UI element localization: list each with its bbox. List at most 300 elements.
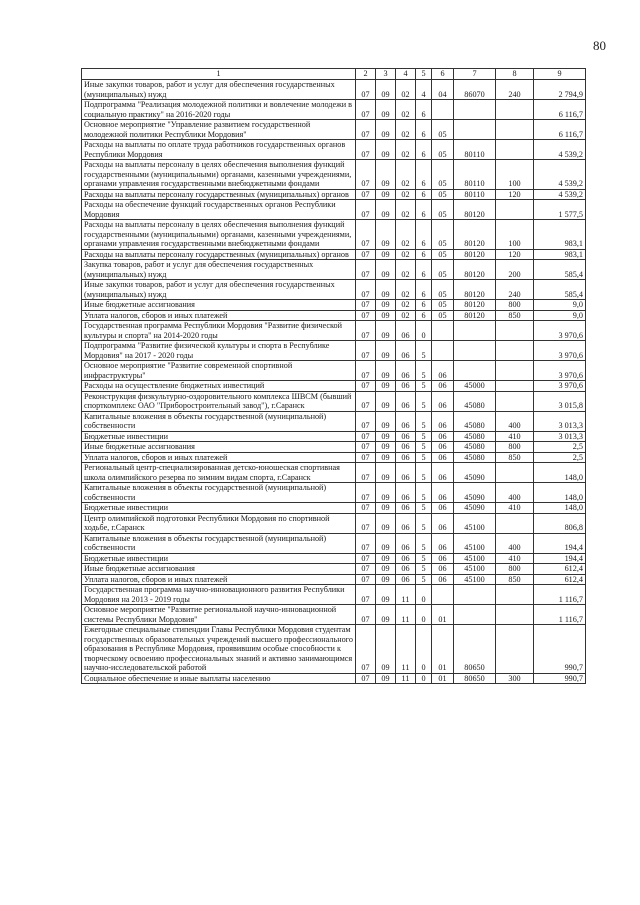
row-code-cell: 07	[356, 160, 376, 190]
row-code-cell: 06	[396, 553, 416, 564]
row-code-cell: 07	[356, 341, 376, 361]
row-code-cell: 5	[416, 361, 432, 381]
row-code-cell: 06	[396, 574, 416, 585]
table-row	[82, 452, 586, 463]
row-code-cell: 5	[416, 411, 432, 431]
row-code-cell	[496, 200, 534, 220]
row-amount-cell: 3 013,3	[534, 431, 586, 442]
row-name-cell: Бюджетные инвестиции	[82, 431, 356, 442]
row-code-cell: 09	[376, 300, 396, 311]
row-code-cell: 09	[376, 673, 396, 684]
row-code-cell: 80120	[454, 280, 496, 300]
row-code-cell: 07	[356, 361, 376, 381]
row-code-cell: 05	[432, 200, 454, 220]
row-code-cell: 80650	[454, 673, 496, 684]
row-code-cell: 0	[416, 585, 432, 605]
table-row	[82, 574, 586, 585]
row-code-cell: 11	[396, 585, 416, 605]
row-code-cell: 5	[416, 431, 432, 442]
row-code-cell	[496, 381, 534, 392]
table-row	[82, 200, 586, 220]
row-amount-cell: 1 116,7	[534, 585, 586, 605]
row-amount-cell: 2,5	[534, 452, 586, 463]
row-amount-cell: 585,4	[534, 280, 586, 300]
row-amount-cell: 612,4	[534, 564, 586, 575]
row-name-cell: Уплата налогов, сборов и иных платежей	[82, 310, 356, 321]
row-code-cell: 06	[432, 463, 454, 483]
row-name-cell: Закупка товаров, работ и услуг для обеспечения государственных (муниципальных) нужд	[82, 260, 356, 280]
row-code-cell: 800	[496, 564, 534, 575]
row-code-cell: 400	[496, 533, 534, 553]
row-code-cell: 45100	[454, 513, 496, 533]
row-code-cell	[496, 463, 534, 483]
table-header-row	[82, 69, 586, 80]
row-code-cell: 09	[376, 160, 396, 190]
row-code-cell: 09	[376, 361, 396, 381]
row-code-cell: 06	[396, 341, 416, 361]
row-code-cell: 06	[396, 442, 416, 453]
row-code-cell: 02	[396, 280, 416, 300]
row-name-cell: Государственная программа Республики Мордовия "Развитие физической культуры и спорта" на 2014-2020 годы	[82, 321, 356, 341]
row-name-cell: Иные закупки товаров, работ и услуг для обеспечения государственных (муниципальных) нужд	[82, 280, 356, 300]
row-code-cell: 07	[356, 220, 376, 250]
row-code-cell: 02	[396, 260, 416, 280]
row-amount-cell: 6 116,7	[534, 120, 586, 140]
row-code-cell	[454, 120, 496, 140]
row-amount-cell: 3 970,6	[534, 341, 586, 361]
row-code-cell: 05	[432, 220, 454, 250]
row-amount-cell: 148,0	[534, 483, 586, 503]
row-code-cell: 5	[416, 513, 432, 533]
row-code-cell: 06	[396, 564, 416, 575]
row-code-cell	[432, 100, 454, 120]
row-amount-cell: 983,1	[534, 220, 586, 250]
row-code-cell: 07	[356, 673, 376, 684]
row-code-cell: 45100	[454, 553, 496, 564]
row-code-cell: 07	[356, 280, 376, 300]
row-code-cell: 45080	[454, 391, 496, 411]
table-row	[82, 189, 586, 200]
table-row	[82, 483, 586, 503]
row-code-cell: 86070	[454, 80, 496, 100]
table-row	[82, 341, 586, 361]
row-code-cell: 80110	[454, 140, 496, 160]
row-code-cell: 09	[376, 310, 396, 321]
row-name-cell: Бюджетные инвестиции	[82, 553, 356, 564]
row-code-cell: 06	[396, 503, 416, 514]
row-code-cell: 09	[376, 321, 396, 341]
row-code-cell: 5	[416, 564, 432, 575]
row-code-cell	[454, 100, 496, 120]
row-code-cell: 6	[416, 140, 432, 160]
table-row	[82, 361, 586, 381]
table-row	[82, 625, 586, 674]
row-code-cell: 09	[376, 80, 396, 100]
row-code-cell: 09	[376, 260, 396, 280]
row-amount-cell: 6 116,7	[534, 100, 586, 120]
row-code-cell: 06	[432, 452, 454, 463]
row-name-cell: Уплата налогов, сборов и иных платежей	[82, 574, 356, 585]
row-amount-cell: 1 577,5	[534, 200, 586, 220]
row-code-cell: 11	[396, 605, 416, 625]
row-code-cell: 02	[396, 140, 416, 160]
row-code-cell: 07	[356, 564, 376, 575]
row-name-cell: Расходы на выплаты персоналу в целях обеспечения выполнения функций государственными (муниципальными) органами, казенными учреждениями, органами управления государственными внебюджетными фондами	[82, 160, 356, 190]
row-name-cell: Подпрограмма "Развитие физической культуры и спорта в Республике Мордовия" на 2017 - 2020 годы	[82, 341, 356, 361]
row-code-cell: 6	[416, 189, 432, 200]
row-code-cell: 6	[416, 100, 432, 120]
row-name-cell: Основное мероприятие "Управление развитием государственной молодежной политики Республики Мордовия"	[82, 120, 356, 140]
row-code-cell: 45100	[454, 564, 496, 575]
row-code-cell: 11	[396, 625, 416, 674]
row-code-cell: 06	[432, 513, 454, 533]
row-name-cell: Капитальные вложения в объекты государственной (муниципальной) собственности	[82, 533, 356, 553]
table-row	[82, 564, 586, 575]
row-code-cell: 06	[396, 463, 416, 483]
row-code-cell: 45090	[454, 483, 496, 503]
row-code-cell: 6	[416, 249, 432, 260]
row-code-cell: 09	[376, 564, 396, 575]
row-code-cell: 06	[396, 533, 416, 553]
table-row	[82, 120, 586, 140]
row-code-cell: 07	[356, 513, 376, 533]
row-code-cell: 07	[356, 310, 376, 321]
row-code-cell: 45080	[454, 442, 496, 453]
row-code-cell: 6	[416, 160, 432, 190]
row-code-cell: 0	[416, 673, 432, 684]
table-row	[82, 140, 586, 160]
table-row	[82, 249, 586, 260]
header-cell: 7	[454, 69, 496, 80]
row-amount-cell: 9,0	[534, 310, 586, 321]
row-code-cell: 09	[376, 140, 396, 160]
row-code-cell: 06	[432, 411, 454, 431]
row-code-cell: 07	[356, 625, 376, 674]
row-code-cell: 06	[432, 381, 454, 392]
row-code-cell: 06	[432, 503, 454, 514]
row-code-cell: 06	[396, 513, 416, 533]
row-amount-cell: 3 970,6	[534, 381, 586, 392]
row-code-cell: 07	[356, 533, 376, 553]
header-cell: 1	[82, 69, 356, 80]
row-amount-cell: 3 970,6	[534, 361, 586, 381]
row-code-cell	[496, 100, 534, 120]
row-code-cell: 07	[356, 574, 376, 585]
row-code-cell: 300	[496, 673, 534, 684]
table-row	[82, 220, 586, 250]
row-code-cell: 07	[356, 100, 376, 120]
row-name-cell: Социальное обеспечение и иные выплаты населению	[82, 673, 356, 684]
table-row	[82, 605, 586, 625]
row-name-cell: Расходы на обеспечение функций государственных органов Республики Мордовия	[82, 200, 356, 220]
row-code-cell: 410	[496, 503, 534, 514]
row-name-cell: Расходы на выплаты персоналу в целях обеспечения выполнения функций государственными (муниципальными) органами, казенными учреждениями, органами управления государственными внебюджетными фондами	[82, 220, 356, 250]
row-code-cell: 06	[396, 411, 416, 431]
row-code-cell: 02	[396, 300, 416, 311]
row-code-cell: 07	[356, 200, 376, 220]
row-code-cell: 06	[396, 431, 416, 442]
table-body	[82, 80, 586, 684]
table-row	[82, 503, 586, 514]
row-code-cell: 5	[416, 391, 432, 411]
row-name-cell: Капитальные вложения в объекты государственной (муниципальной) собственности	[82, 483, 356, 503]
row-code-cell: 5	[416, 483, 432, 503]
row-code-cell: 80120	[454, 249, 496, 260]
row-code-cell	[496, 361, 534, 381]
row-code-cell: 45100	[454, 574, 496, 585]
row-code-cell: 06	[432, 431, 454, 442]
row-code-cell: 6	[416, 310, 432, 321]
row-code-cell: 800	[496, 442, 534, 453]
row-code-cell: 410	[496, 553, 534, 564]
row-code-cell	[454, 585, 496, 605]
row-code-cell: 07	[356, 452, 376, 463]
row-code-cell: 400	[496, 411, 534, 431]
table-row	[82, 310, 586, 321]
row-code-cell: 09	[376, 100, 396, 120]
row-code-cell: 07	[356, 120, 376, 140]
row-code-cell: 0	[416, 605, 432, 625]
row-code-cell: 01	[432, 605, 454, 625]
row-name-cell: Региональный центр-специализированная детско-юношеская спортивная школа олимпийского резерва по зимним видам спорта, г.Саранск	[82, 463, 356, 483]
row-code-cell: 09	[376, 391, 396, 411]
row-code-cell: 02	[396, 100, 416, 120]
row-code-cell: 02	[396, 120, 416, 140]
table-row	[82, 673, 586, 684]
row-code-cell: 80120	[454, 200, 496, 220]
row-code-cell: 200	[496, 260, 534, 280]
row-code-cell: 07	[356, 605, 376, 625]
row-amount-cell: 2 794,9	[534, 80, 586, 100]
row-code-cell: 850	[496, 574, 534, 585]
row-code-cell: 80110	[454, 160, 496, 190]
row-code-cell: 07	[356, 411, 376, 431]
row-code-cell	[432, 341, 454, 361]
row-code-cell: 240	[496, 80, 534, 100]
row-code-cell: 01	[432, 673, 454, 684]
row-code-cell: 5	[416, 553, 432, 564]
row-code-cell: 410	[496, 431, 534, 442]
row-code-cell: 120	[496, 189, 534, 200]
row-code-cell: 6	[416, 200, 432, 220]
row-code-cell: 5	[416, 442, 432, 453]
row-code-cell: 6	[416, 260, 432, 280]
row-amount-cell: 3 970,6	[534, 321, 586, 341]
row-code-cell: 100	[496, 160, 534, 190]
header-cell: 4	[396, 69, 416, 80]
row-code-cell: 5	[416, 463, 432, 483]
row-code-cell: 07	[356, 80, 376, 100]
header-cell: 2	[356, 69, 376, 80]
row-code-cell: 45100	[454, 533, 496, 553]
row-name-cell: Основное мероприятие "Развитие региональной научно-инновационной системы Республики Мордовия"	[82, 605, 356, 625]
row-code-cell: 07	[356, 140, 376, 160]
row-code-cell: 80120	[454, 220, 496, 250]
row-code-cell: 09	[376, 411, 396, 431]
row-name-cell: Иные бюджетные ассигнования	[82, 564, 356, 575]
row-code-cell: 400	[496, 483, 534, 503]
row-code-cell: 6	[416, 300, 432, 311]
table-row	[82, 80, 586, 100]
row-code-cell: 07	[356, 249, 376, 260]
row-code-cell: 02	[396, 189, 416, 200]
row-code-cell: 04	[432, 80, 454, 100]
row-code-cell: 06	[432, 564, 454, 575]
row-code-cell	[496, 140, 534, 160]
row-code-cell: 09	[376, 553, 396, 564]
row-code-cell: 06	[432, 553, 454, 564]
row-name-cell: Иные бюджетные ассигнования	[82, 300, 356, 311]
table-row	[82, 280, 586, 300]
row-code-cell: 09	[376, 533, 396, 553]
row-code-cell: 07	[356, 483, 376, 503]
row-code-cell: 6	[416, 220, 432, 250]
row-code-cell	[454, 321, 496, 341]
table-row	[82, 431, 586, 442]
row-code-cell: 5	[416, 381, 432, 392]
row-code-cell: 09	[376, 220, 396, 250]
row-code-cell: 07	[356, 442, 376, 453]
row-amount-cell: 585,4	[534, 260, 586, 280]
row-amount-cell: 148,0	[534, 503, 586, 514]
row-code-cell: 02	[396, 249, 416, 260]
page-number: 80	[593, 38, 606, 53]
row-code-cell: 45080	[454, 431, 496, 442]
row-code-cell	[496, 605, 534, 625]
row-code-cell: 09	[376, 442, 396, 453]
row-code-cell: 02	[396, 220, 416, 250]
row-code-cell: 06	[432, 533, 454, 553]
table-row	[82, 300, 586, 311]
row-code-cell: 80120	[454, 310, 496, 321]
table-row	[82, 100, 586, 120]
row-code-cell	[496, 513, 534, 533]
row-name-cell: Расходы на выплаты по оплате труда работников государственных органов Республики Мордовия	[82, 140, 356, 160]
row-code-cell: 6	[416, 120, 432, 140]
table-row	[82, 411, 586, 431]
table-row	[82, 160, 586, 190]
row-code-cell: 09	[376, 200, 396, 220]
row-code-cell: 05	[432, 280, 454, 300]
row-code-cell: 09	[376, 280, 396, 300]
row-name-cell: Бюджетные инвестиции	[82, 503, 356, 514]
header-cell: 3	[376, 69, 396, 80]
row-code-cell: 80110	[454, 189, 496, 200]
row-code-cell	[496, 341, 534, 361]
row-code-cell: 240	[496, 280, 534, 300]
row-code-cell: 05	[432, 260, 454, 280]
row-code-cell: 09	[376, 503, 396, 514]
row-code-cell: 45090	[454, 463, 496, 483]
row-code-cell: 05	[432, 140, 454, 160]
row-code-cell: 07	[356, 503, 376, 514]
row-code-cell: 09	[376, 341, 396, 361]
row-amount-cell: 2,5	[534, 442, 586, 453]
row-code-cell: 06	[432, 361, 454, 381]
row-amount-cell: 4 539,2	[534, 189, 586, 200]
row-code-cell: 4	[416, 80, 432, 100]
row-code-cell: 100	[496, 220, 534, 250]
row-code-cell: 06	[432, 442, 454, 453]
row-code-cell: 80120	[454, 260, 496, 280]
header-cell: 5	[416, 69, 432, 80]
row-code-cell	[496, 585, 534, 605]
row-code-cell: 09	[376, 431, 396, 442]
row-code-cell: 06	[432, 574, 454, 585]
row-name-cell: Уплата налогов, сборов и иных платежей	[82, 452, 356, 463]
row-code-cell	[496, 321, 534, 341]
row-code-cell	[454, 341, 496, 361]
row-code-cell: 07	[356, 189, 376, 200]
row-code-cell: 05	[432, 160, 454, 190]
row-code-cell: 07	[356, 391, 376, 411]
budget-table	[81, 68, 586, 684]
row-code-cell: 80650	[454, 625, 496, 674]
row-name-cell: Государственная программа научно-инновационного развития Республики Мордовия на 2013 - 2019 годы	[82, 585, 356, 605]
row-name-cell: Расходы на осуществление бюджетных инвестиций	[82, 381, 356, 392]
table-row	[82, 533, 586, 553]
row-code-cell: 05	[432, 249, 454, 260]
row-code-cell: 06	[432, 391, 454, 411]
table-row	[82, 463, 586, 483]
row-code-cell: 07	[356, 321, 376, 341]
row-code-cell: 09	[376, 483, 396, 503]
row-code-cell: 45000	[454, 381, 496, 392]
row-code-cell: 09	[376, 249, 396, 260]
row-code-cell: 02	[396, 160, 416, 190]
row-code-cell: 11	[396, 673, 416, 684]
row-code-cell: 07	[356, 300, 376, 311]
row-code-cell	[454, 605, 496, 625]
row-code-cell: 09	[376, 625, 396, 674]
row-code-cell: 09	[376, 585, 396, 605]
row-name-cell: Реконструкция физкультурно-оздоровительного комплекса ШВСМ (бывший спорткомплекс ОАО "Приборостроительный завод"), г.Саранск	[82, 391, 356, 411]
table-row	[82, 321, 586, 341]
row-code-cell: 850	[496, 452, 534, 463]
row-code-cell: 06	[396, 321, 416, 341]
row-name-cell: Ежегодные специальные стипендии Главы Республики Мордовия студентам государственных образовательных учреждений высшего профессионального образования в Республике Мордовия, проявившим особые способности к творческому освоению профессиональных знаний и активно занимающимся научно-исследовательской работой	[82, 625, 356, 674]
row-amount-cell: 806,8	[534, 513, 586, 533]
row-code-cell: 06	[432, 483, 454, 503]
row-code-cell: 5	[416, 452, 432, 463]
row-amount-cell: 612,4	[534, 574, 586, 585]
row-name-cell: Расходы на выплаты персоналу государственных (муниципальных) органов	[82, 189, 356, 200]
table-row	[82, 391, 586, 411]
row-code-cell: 02	[396, 200, 416, 220]
header-cell: 9	[534, 69, 586, 80]
row-code-cell: 07	[356, 260, 376, 280]
table-row	[82, 381, 586, 392]
row-code-cell: 09	[376, 381, 396, 392]
row-code-cell: 06	[396, 483, 416, 503]
row-amount-cell: 990,7	[534, 673, 586, 684]
row-code-cell: 07	[356, 431, 376, 442]
table-row	[82, 585, 586, 605]
row-amount-cell: 4 539,2	[534, 160, 586, 190]
row-code-cell: 09	[376, 452, 396, 463]
row-amount-cell: 194,4	[534, 553, 586, 564]
row-amount-cell: 3 013,3	[534, 411, 586, 431]
row-code-cell: 06	[396, 391, 416, 411]
row-amount-cell: 983,1	[534, 249, 586, 260]
row-name-cell: Основное мероприятие "Развитие современной спортивной инфраструктуры"	[82, 361, 356, 381]
row-code-cell: 45080	[454, 452, 496, 463]
row-code-cell: 05	[432, 120, 454, 140]
table-row	[82, 553, 586, 564]
row-code-cell: 45090	[454, 503, 496, 514]
row-code-cell: 80120	[454, 300, 496, 311]
row-code-cell: 5	[416, 503, 432, 514]
